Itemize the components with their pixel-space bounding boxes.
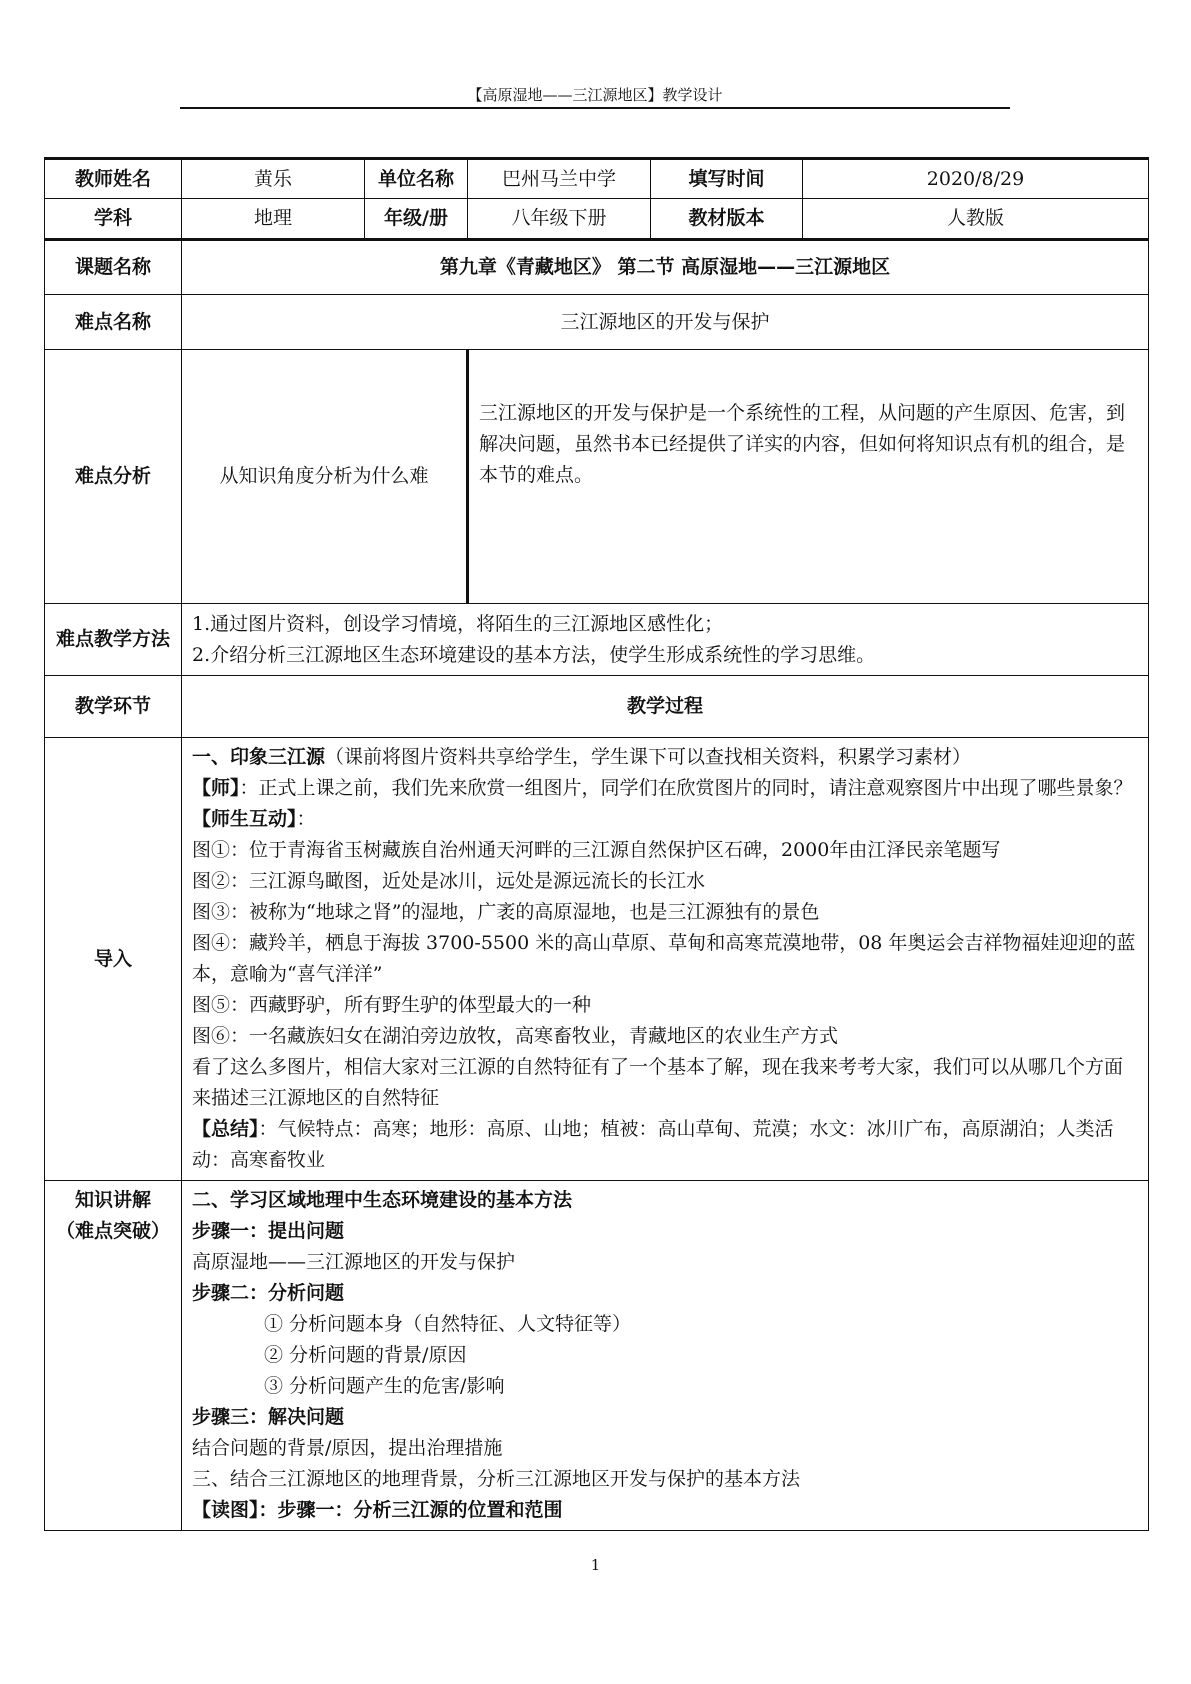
- grade-value: 八年级下册: [468, 199, 651, 240]
- date-value: 2020/8/29: [803, 159, 1149, 199]
- intro-summary: [192, 1114, 1138, 1176]
- date-label: 填写时间: [651, 159, 803, 199]
- teacher-tag: 【师】: [192, 777, 240, 799]
- step3-text: 结合问题的背景/原因，提出治理措施: [192, 1437, 503, 1459]
- analysis-text: 三江源地区的开发与保护是一个系统性的工程，从问题的产生原因、危害，到解决问题，虽然书本已经提供了详实的内容，但如何将知识点有机的组合，是本节的难点。: [468, 350, 1149, 604]
- difficulty-value: 三江源地区的开发与保护: [182, 295, 1149, 350]
- subject-value: 地理: [182, 199, 365, 240]
- pic-item: 图③：被称为“地球之肾”的湿地，广袤的高原湿地，也是三江源独有的景色: [192, 901, 820, 923]
- step1-title: 步骤一：提出问题: [192, 1220, 345, 1242]
- intro-title-note: （课前将图片资料共享给学生，学生课下可以查找相关资料，积累学习素材）: [325, 746, 972, 768]
- intro-title: [192, 742, 1138, 773]
- grade-label: 年级/册: [365, 199, 468, 240]
- topic-row: [45, 240, 1149, 295]
- knowledge-title: 二、学习区域地理中生态环境建设的基本方法: [192, 1189, 573, 1211]
- read-text: ：步骤一：分析三江源的位置和范围: [258, 1499, 563, 1521]
- unit-value: 巴州马兰中学: [468, 159, 651, 199]
- step2-item: ③ 分析问题产生的危害/影响: [264, 1375, 505, 1397]
- knowledge-label-main: 知识讲解: [74, 1189, 151, 1211]
- intro-label: 导入: [45, 738, 182, 1181]
- method-row: [45, 604, 1149, 676]
- topic-value: 第九章《青藏地区》 第二节 高原湿地——三江源地区: [182, 240, 1149, 295]
- process-stage-label: 教学环节: [45, 676, 182, 738]
- teacher-text: ：正式上课之前，我们先来欣赏一组图片，同学们在欣赏图片的同时，请注意观察图片中出现了哪些景象？: [239, 777, 1133, 799]
- knowledge-label: [45, 1181, 182, 1531]
- pic-item: 图②：三江源鸟瞰图，近处是冰川，远处是源远流长的长江水: [192, 870, 706, 892]
- method-line: 1.通过图片资料，创设学习情境，将陌生的三江源地区感性化；: [192, 612, 724, 635]
- knowledge-label-sub: （难点突破）: [55, 1220, 170, 1242]
- page-number: 1: [590, 1556, 601, 1574]
- intro-row: [45, 738, 1149, 1181]
- header-rule: [180, 107, 1010, 109]
- interact-colon: ：: [296, 808, 316, 830]
- edition-label: 教材版本: [651, 199, 803, 240]
- intro-interact: [192, 804, 1138, 835]
- subject-label: 学科: [45, 199, 182, 240]
- intro-question: 看了这么多图片，相信大家对三江源的自然特征有了一个基本了解，现在我来考考大家，我们可以从哪几个方面来描述三江源地区的自然特征: [192, 1056, 1124, 1109]
- pic-item: 图④：藏羚羊，栖息于海拔 3700-5500 米的高山草原、草甸和高寒荒漠地带，08 年奥运会吉祥物福娃迎迎的蓝本，意喻为“喜气洋洋”: [192, 932, 1136, 985]
- difficulty-row: [45, 295, 1149, 350]
- topic-label: 课题名称: [45, 240, 182, 295]
- difficulty-label: 难点名称: [45, 295, 182, 350]
- analysis-row: [45, 350, 1149, 604]
- summary-text: ：气候特点：高寒；地形：高原、山地；植被：高山草甸、荒漠；水文：冰川广布，高原湖泊；人类活动：高寒畜牧业: [192, 1118, 1114, 1171]
- process-title: 教学过程: [182, 676, 1149, 738]
- step2-item: ② 分析问题的背景/原因: [264, 1344, 467, 1366]
- step2-item: ① 分析问题本身（自然特征、人文特征等）: [264, 1313, 632, 1335]
- knowledge-row: [45, 1181, 1149, 1531]
- step2-title: 步骤二：分析问题: [192, 1282, 345, 1304]
- lesson-plan-table: [44, 157, 1148, 1531]
- unit-label: 单位名称: [365, 159, 468, 199]
- process-header-row: [45, 676, 1149, 738]
- intro-title-bold: 一、印象三江源: [192, 746, 326, 768]
- part3-title: 三、结合三江源地区的地理背景，分析三江源地区开发与保护的基本方法: [192, 1468, 801, 1490]
- info-row-2: [45, 199, 1149, 240]
- teacher-value: 黄乐: [182, 159, 365, 199]
- intro-teacher: [192, 773, 1138, 804]
- teacher-label: 教师姓名: [45, 159, 182, 199]
- method-text: [182, 604, 1149, 676]
- pic-item: 图①：位于青海省玉树藏族自治州通天河畔的三江源自然保护区石碑，2000年由江泽民亲笔题写: [192, 839, 1001, 861]
- step3-title: 步骤三：解决问题: [192, 1406, 345, 1428]
- method-line: 2.介绍分析三江源地区生态环境建设的基本方法，使学生形成系统性的学习思维。: [192, 643, 876, 666]
- knowledge-content: [182, 1181, 1149, 1531]
- read-map: [192, 1495, 1138, 1526]
- summary-tag: 【总结】: [192, 1118, 259, 1140]
- intro-content: [182, 738, 1149, 1181]
- analysis-label: 难点分析: [45, 350, 182, 604]
- pic-item: 图⑤：西藏野驴，所有野生驴的体型最大的一种: [192, 994, 592, 1016]
- analysis-sub-label: 从知识角度分析为什么难: [182, 350, 468, 604]
- step1-text: 高原湿地——三江源地区的开发与保护: [192, 1251, 516, 1273]
- method-label: 难点教学方法: [45, 604, 182, 676]
- read-tag: 【读图】: [192, 1499, 259, 1521]
- info-row-1: [45, 159, 1149, 199]
- interact-tag: 【师生互动】: [192, 808, 297, 830]
- page-header-title: 【高原湿地——三江源地区】教学设计: [467, 86, 723, 104]
- edition-value: 人教版: [803, 199, 1149, 240]
- pic-item: 图⑥：一名藏族妇女在湖泊旁边放牧，高寒畜牧业，青藏地区的农业生产方式: [192, 1025, 839, 1047]
